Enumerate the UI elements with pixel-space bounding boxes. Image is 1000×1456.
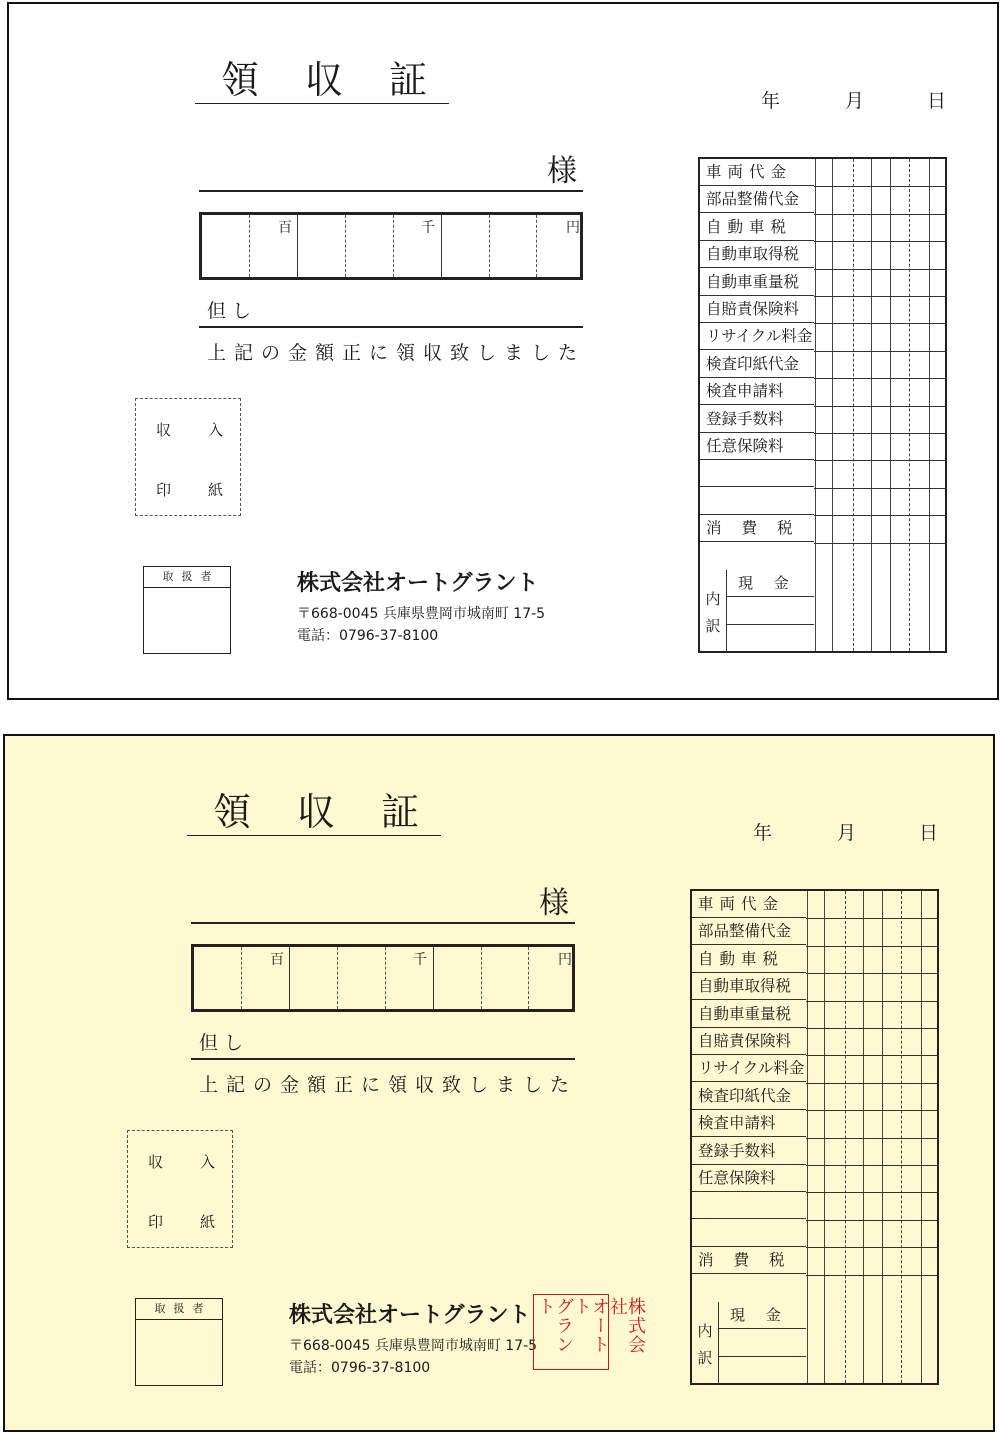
- breakdown-item: 検査印紙代金: [692, 1083, 806, 1110]
- breakdown-item: 部品整備代金: [700, 186, 814, 213]
- breakdown-table: [690, 889, 939, 1385]
- date-day-label: 日: [927, 90, 947, 112]
- amount-field[interactable]: [191, 944, 575, 1012]
- uchiwake-label: [700, 570, 727, 652]
- breakdown-item: [692, 1192, 806, 1219]
- breakdown-item: 車両代金: [700, 159, 814, 186]
- seal-column: グラント: [535, 1297, 574, 1354]
- breakdown-item: [692, 1220, 806, 1247]
- breakdown-item: 自動車重量税: [700, 269, 814, 296]
- company-phone: 電話：0796-37-8100: [289, 1360, 431, 1376]
- company-address: 〒668-0045 兵庫県豊岡市城南町 17-5: [297, 606, 546, 622]
- handler-seal-box: [143, 566, 231, 654]
- breakdown-item: 自動車取得税: [700, 241, 814, 268]
- breakdown-item: 任意保険料: [700, 433, 814, 460]
- company-name: 株式会社オートグラント: [297, 571, 539, 596]
- handler-label: 取扱者: [136, 1299, 222, 1320]
- stamp-char: 収: [156, 421, 172, 439]
- receipt-original: [7, 2, 999, 700]
- addressee-suffix: 様: [547, 154, 577, 189]
- stamp-char: 入: [208, 421, 224, 439]
- addressee-field[interactable]: [191, 886, 575, 924]
- amount-field[interactable]: [199, 212, 583, 280]
- breakdown-subrow: [726, 624, 814, 651]
- breakdown-item: 自動車重量税: [692, 1001, 806, 1028]
- stamp-char: 収: [148, 1153, 164, 1171]
- purpose-field[interactable]: [199, 296, 583, 328]
- purpose-label: 但し: [199, 1032, 250, 1054]
- unit-hundred-label: 百: [270, 952, 284, 968]
- breakdown-subrow: [718, 1356, 806, 1383]
- breakdown-item: 自動車税: [700, 214, 814, 241]
- purpose-label: 但し: [207, 300, 258, 322]
- breakdown-item: 検査申請料: [700, 378, 814, 405]
- date-day-label: 日: [919, 822, 939, 844]
- addressee-suffix: 様: [539, 886, 569, 921]
- company-seal-stamp: [533, 1294, 646, 1370]
- breakdown-item: 登録手数料: [700, 406, 814, 433]
- breakdown-item: 部品整備代金: [692, 918, 806, 945]
- company-phone: 電話：0796-37-8100: [297, 628, 439, 644]
- stamp-char: 印: [156, 481, 172, 499]
- breakdown-item: [700, 460, 814, 487]
- handler-seal-box: [135, 1298, 223, 1386]
- cash-label: 現 金: [718, 1302, 806, 1329]
- breakdown-subrow: [718, 1329, 806, 1357]
- unit-thousand-label: 千: [413, 952, 427, 968]
- breakdown-item: 自賠責保険料: [700, 296, 814, 323]
- date-year-label: 年: [753, 822, 773, 844]
- unit-thousand-label: 千: [421, 220, 435, 236]
- company-info: [297, 566, 545, 645]
- addressee-field[interactable]: [199, 154, 583, 192]
- breakdown-item: 検査申請料: [692, 1110, 806, 1137]
- unit-yen-label: 円: [566, 220, 580, 236]
- breakdown-item: 車両代金: [692, 891, 806, 918]
- unit-hundred-label: 百: [278, 220, 292, 236]
- breakdown-item: [700, 488, 814, 515]
- purpose-field[interactable]: [191, 1028, 575, 1060]
- uchiwake-char: 訳: [705, 617, 721, 635]
- uchiwake-char: 内: [697, 1322, 713, 1340]
- date-month-label: 月: [837, 822, 857, 844]
- receipt-statement: 上記の金額正に領収致しました: [199, 1074, 578, 1096]
- cash-label: 現 金: [726, 570, 814, 597]
- receipt-title: 領収証: [195, 56, 449, 104]
- date-month-label: 月: [845, 90, 865, 112]
- breakdown-item: 自賠責保険料: [692, 1028, 806, 1055]
- breakdown-item: 任意保険料: [692, 1165, 806, 1192]
- breakdown-item: リサイクル料金: [700, 323, 814, 350]
- seal-column: 株式会社: [607, 1297, 646, 1354]
- stamp-char: 紙: [200, 1213, 216, 1231]
- unit-yen-label: 円: [558, 952, 572, 968]
- breakdown-item: 自動車税: [692, 946, 806, 973]
- breakdown-item: 検査印紙代金: [700, 351, 814, 378]
- handler-label: 取扱者: [144, 567, 230, 588]
- stamp-char: 入: [200, 1153, 216, 1171]
- revenue-stamp-area: [127, 1130, 233, 1248]
- breakdown-item: 登録手数料: [692, 1138, 806, 1165]
- stamp-char: 印: [148, 1213, 164, 1231]
- company-name: 株式会社オートグラント: [289, 1303, 531, 1328]
- uchiwake-char: 訳: [697, 1349, 713, 1367]
- breakdown-table: [698, 157, 947, 653]
- breakdown-item: 消費税: [700, 515, 814, 542]
- uchiwake-char: 内: [705, 590, 721, 608]
- breakdown-subrow: [726, 597, 814, 625]
- revenue-stamp-area: [135, 398, 241, 516]
- date-year-label: 年: [761, 90, 781, 112]
- breakdown-item: 消費税: [692, 1247, 806, 1274]
- receipt-statement: 上記の金額正に領収致しました: [207, 342, 586, 364]
- seal-column: オートト: [571, 1297, 610, 1354]
- receipt-copy: [3, 734, 995, 1432]
- breakdown-item: 自動車取得税: [692, 973, 806, 1000]
- company-address: 〒668-0045 兵庫県豊岡市城南町 17-5: [289, 1338, 538, 1354]
- stamp-char: 紙: [208, 481, 224, 499]
- receipt-title: 領収証: [187, 788, 441, 836]
- uchiwake-label: [692, 1302, 719, 1384]
- company-info: [289, 1298, 537, 1377]
- breakdown-item: リサイクル料金: [692, 1055, 806, 1082]
